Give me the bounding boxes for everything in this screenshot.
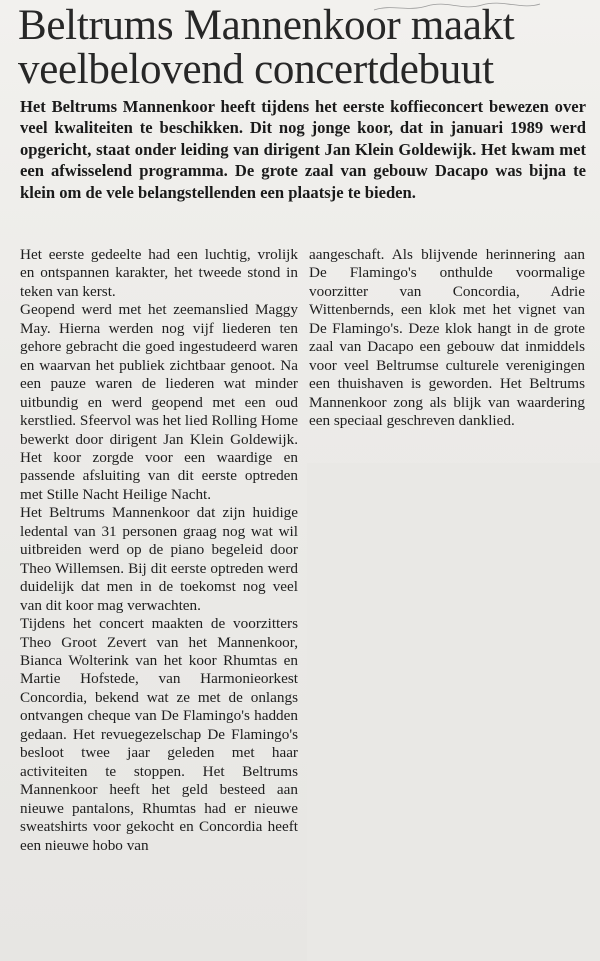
- empty-space: [307, 463, 600, 961]
- paragraph-intro: Het eerste gedeelte had een luchtig, vrolijk en ontspannen karakter, het tweede stond in teken van kerst.: [20, 246, 298, 300]
- paragraph-program: Geopend werd met het zeemanslied Maggy May. Hierna werden nog vijf liederen ten gehore gebracht die goed ingestudeerd waren en waarvan het publiek zichtbaar genoot. Na een pauze waren de liederen wat minder uitbundig en werd geopend met een oud kerstlied. Sfeervol was het lied Rolling Home bewerkt door dirigent Jan Klein Goldewijk. Het koor zorgde voor een waardige en passende afsluiting van dit eerste optreden met Stille Nacht Heilige Nacht.: [20, 301, 298, 503]
- paragraph-clock: aangeschaft. Als blijvende herinnering aan De Flamingo's onthulde voormalige voorzitter van Concordia, Adrie Wittenbernds, een klok met het vignet van De Flamingo's. Deze klok hangt in de grote zaal van Dacapo een gebouw dat inmiddels voor veel Beltrumse culturele verenigingen een thuishaven is geworden. Het Beltrums Mannenkoor zong als blijk van waardering een speciaal geschreven danklied.: [309, 246, 585, 430]
- paragraph-cheque: Tijdens het concert maakten de voorzitters Theo Groot Zevert van het Mannenkoor, Bianca Wolterink van het koor Rhumtas en Martie Hofstede, van Harmonieorkest Concordia, bekend wat ze met de onlangs ontvangen cheque van De Flamingo's hadden gedaan. Het revuegezelschap De Flamingo's besloot twee jaar geleden met haar activiteiten te stoppen. Het Beltrums Mannenkoor heeft het geld besteed aan nieuwe pantalons, Rhumtas had er nieuwe sweatshirts voor gekocht en Concordia heeft een nieuwe hobo van: [20, 615, 298, 854]
- article-headline: Beltrums Mannenkoor maakt veelbelovend concertdebuut: [18, 2, 515, 93]
- paragraph-members: Het Beltrums Mannenkoor dat zijn huidige ledental van 31 personen graag nog wat wil uitbreiden werd op de piano begeleid door Theo Willemsen. Bij dit eerste optreden werd duidelijk dat men in de toekomst nog veel van dit koor mag verwachten.: [20, 504, 298, 614]
- right-column: [309, 246, 585, 431]
- article-lead: Het Beltrums Mannenkoor heeft tijdens het eerste koffieconcert bewezen over veel kwaliteiten te beschikken. Dit nog jonge koor, dat in januari 1989 werd opgericht, staat onder leiding van dirigent Jan Klein Goldewijk. Het kwam met een afwisselend programma. De grote zaal van gebouw Dacapo was bijna te klein om de vele belangstellenden een plaatsje te bieden.: [20, 97, 586, 202]
- left-column: [20, 246, 298, 855]
